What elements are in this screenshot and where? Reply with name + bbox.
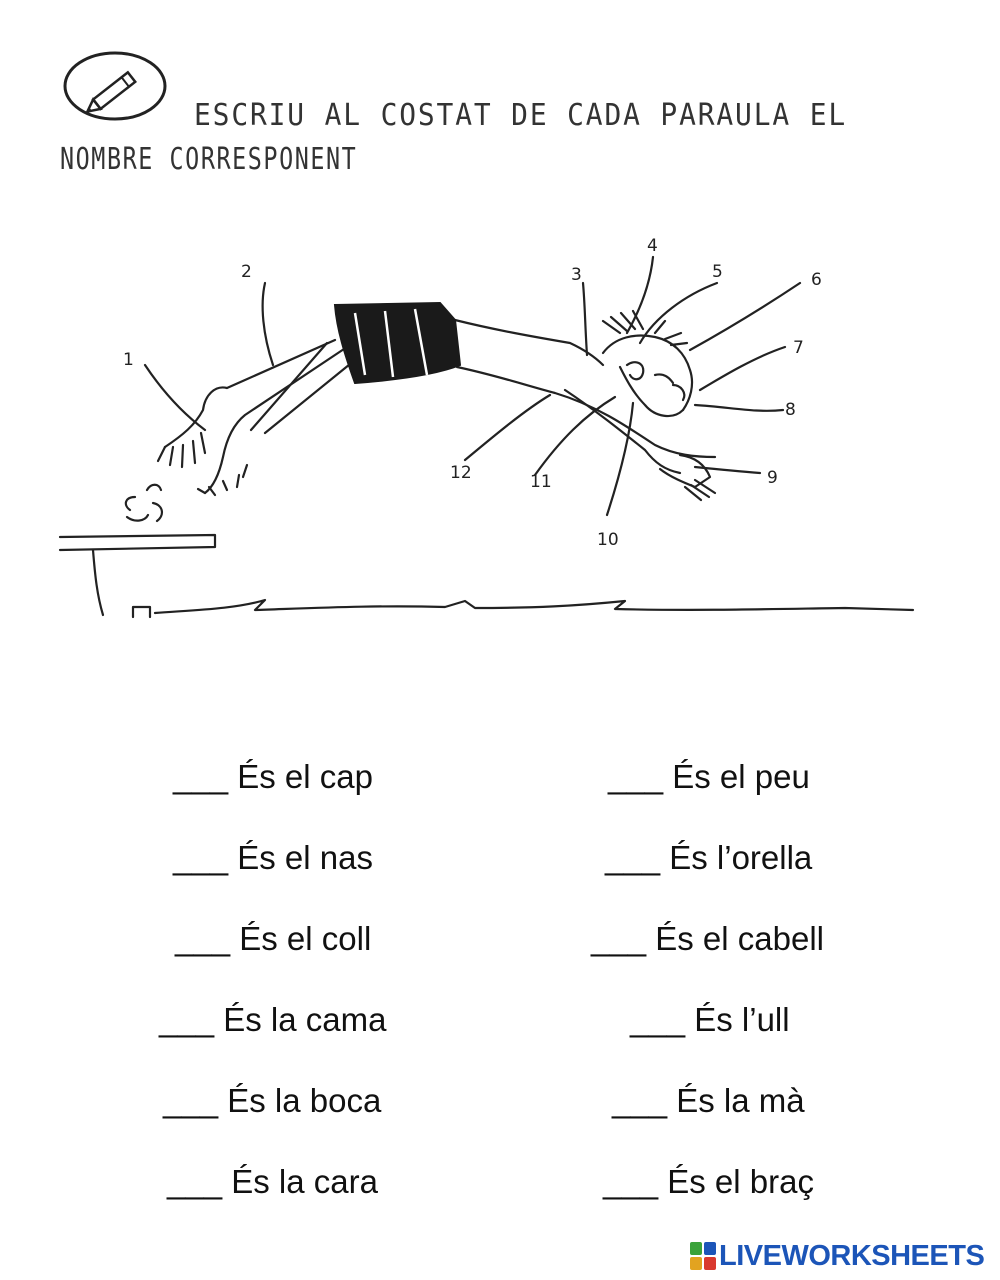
leader-3 bbox=[583, 283, 587, 355]
leader-2 bbox=[263, 283, 273, 365]
logo-square bbox=[704, 1257, 716, 1270]
pool-wall bbox=[93, 550, 103, 615]
diving-board bbox=[60, 535, 215, 550]
answer-text: És el peu bbox=[672, 758, 810, 795]
instruction-line-2: NOMBRE CORRESPONENT bbox=[60, 142, 358, 177]
answer-text: És el cap bbox=[237, 758, 373, 795]
leader-9 bbox=[695, 467, 760, 473]
answer-row bbox=[163, 1082, 381, 1120]
answer-row bbox=[167, 1163, 378, 1201]
leader-12 bbox=[465, 395, 550, 460]
answer-blank[interactable]: ___ bbox=[608, 758, 673, 795]
leader-7 bbox=[700, 347, 785, 390]
leader-11 bbox=[535, 397, 615, 475]
leader-10 bbox=[607, 403, 633, 515]
logo-text: LIVEWORKSHEETS bbox=[719, 1239, 985, 1272]
answer-blank[interactable]: ___ bbox=[630, 1001, 695, 1038]
leader-8 bbox=[695, 405, 783, 411]
answer-row bbox=[173, 839, 373, 877]
answer-row bbox=[605, 839, 812, 877]
label-7: 7 bbox=[793, 338, 804, 358]
front-leg bbox=[205, 347, 347, 493]
answer-row bbox=[159, 1001, 386, 1039]
instruction-line-1: ESCRIU AL COSTAT DE CADA PARAULA EL bbox=[194, 98, 848, 133]
answer-blank[interactable]: ___ bbox=[591, 920, 656, 957]
logo-square bbox=[690, 1242, 702, 1255]
answer-blank[interactable]: ___ bbox=[612, 1082, 677, 1119]
logo-square bbox=[690, 1257, 702, 1270]
answer-text: És la mà bbox=[676, 1082, 805, 1119]
torso bbox=[455, 320, 603, 365]
answer-text: És el coll bbox=[239, 920, 372, 957]
answer-row bbox=[173, 758, 373, 796]
back-leg bbox=[165, 340, 335, 447]
answer-blank[interactable]: ___ bbox=[167, 1163, 232, 1200]
label-12: 12 bbox=[450, 463, 472, 483]
liveworksheets-logo bbox=[690, 1238, 984, 1274]
answer-text: És la boca bbox=[227, 1082, 382, 1119]
label-10: 10 bbox=[597, 530, 619, 550]
answer-row bbox=[608, 758, 810, 796]
pencil-icon bbox=[62, 50, 168, 122]
logo-grid-icon bbox=[690, 1242, 716, 1270]
label-11: 11 bbox=[530, 472, 552, 492]
label-9: 9 bbox=[767, 468, 778, 488]
answer-text: És el cabell bbox=[655, 920, 824, 957]
diver-diagram bbox=[55, 225, 935, 635]
ear bbox=[627, 362, 643, 379]
hand bbox=[660, 455, 710, 487]
label-1: 1 bbox=[123, 350, 134, 370]
hair bbox=[603, 311, 687, 345]
answer-blank[interactable]: ___ bbox=[603, 1163, 668, 1200]
label-6: 6 bbox=[811, 270, 822, 290]
answer-blank[interactable]: ___ bbox=[159, 1001, 224, 1038]
answer-text: És el nas bbox=[237, 839, 373, 876]
eye bbox=[655, 374, 673, 383]
answer-row bbox=[612, 1082, 805, 1120]
answer-text: És la cara bbox=[231, 1163, 378, 1200]
answer-row bbox=[175, 920, 371, 958]
label-2: 2 bbox=[241, 262, 252, 282]
answer-row bbox=[630, 1001, 790, 1039]
answer-blank[interactable]: ___ bbox=[605, 839, 670, 876]
answer-blank[interactable]: ___ bbox=[173, 839, 238, 876]
answer-text: És l’ull bbox=[694, 1001, 790, 1038]
answer-row bbox=[603, 1163, 814, 1201]
head bbox=[603, 336, 692, 410]
logo-square bbox=[704, 1242, 716, 1255]
answer-blank[interactable]: ___ bbox=[163, 1082, 228, 1119]
answer-blank[interactable]: ___ bbox=[173, 758, 238, 795]
leader-6 bbox=[690, 283, 800, 350]
answer-text: És el braç bbox=[667, 1163, 814, 1200]
shorts bbox=[335, 303, 460, 383]
label-5: 5 bbox=[712, 262, 723, 282]
answer-blank[interactable]: ___ bbox=[175, 920, 240, 957]
answer-row bbox=[591, 920, 824, 958]
water-line bbox=[133, 600, 913, 617]
label-3: 3 bbox=[571, 265, 582, 285]
answer-text: És l’orella bbox=[669, 839, 813, 876]
label-8: 8 bbox=[785, 400, 796, 420]
label-4: 4 bbox=[647, 236, 658, 256]
answer-text: És la cama bbox=[223, 1001, 387, 1038]
